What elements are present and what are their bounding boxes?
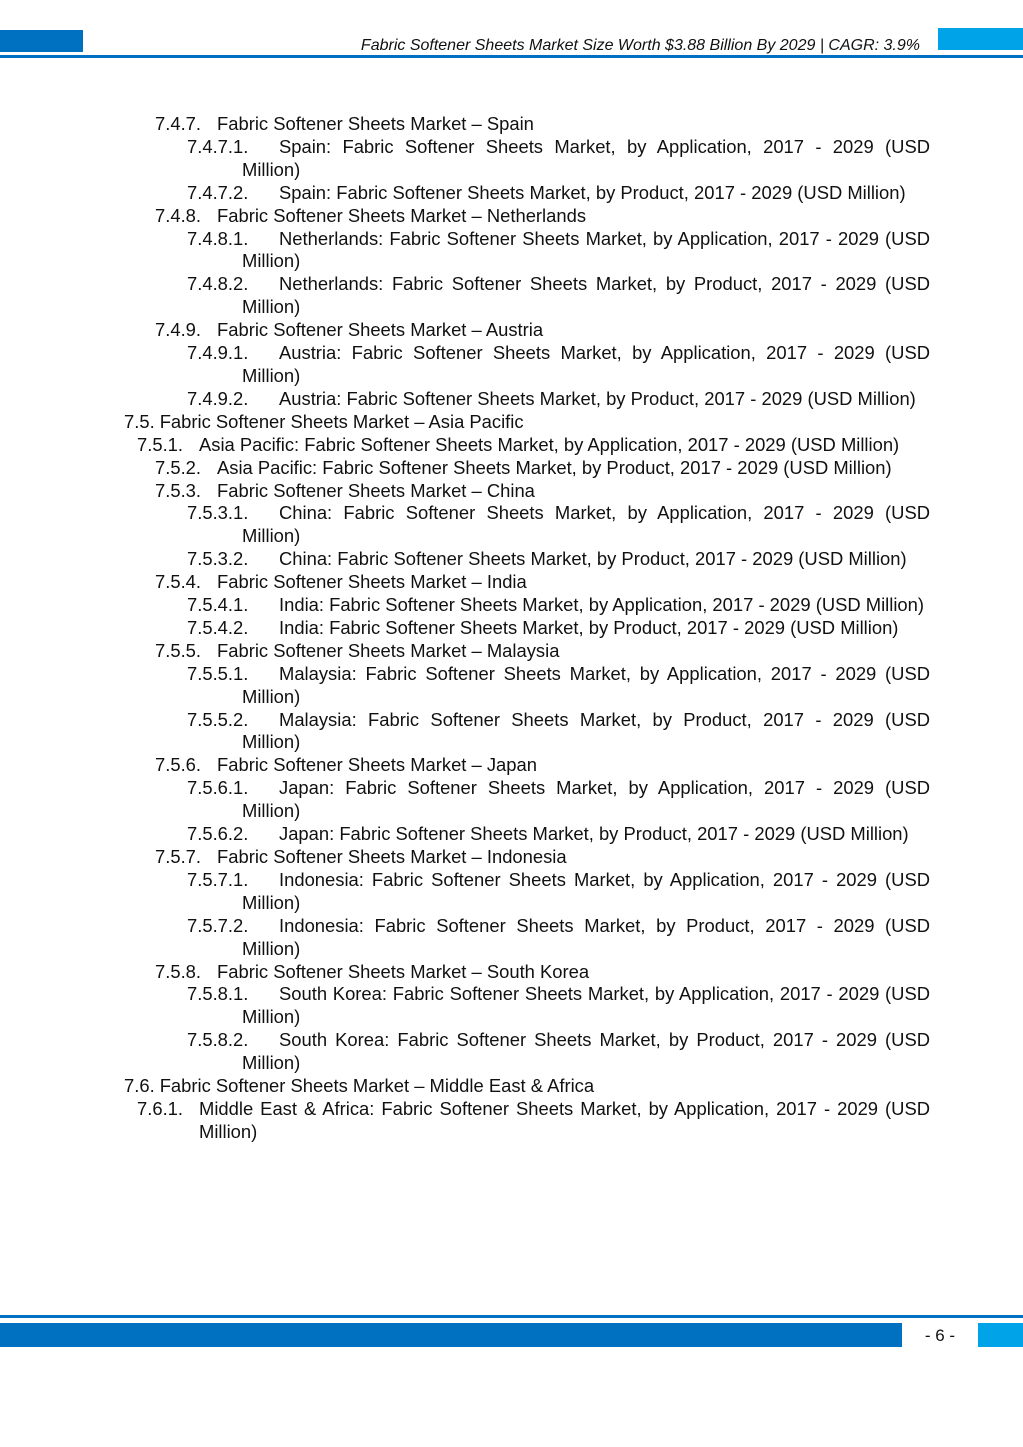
toc-entry	[155, 846, 930, 869]
toc-entry	[187, 869, 930, 915]
toc-text: Fabric Softener Sheets Market – Indonesia	[217, 846, 567, 867]
table-of-contents	[0, 113, 1023, 1144]
toc-entry	[187, 663, 930, 709]
toc-text: Asia Pacific: Fabric Softener Sheets Market, by Application, 2017 - 2029 (USD Million)	[199, 433, 900, 455]
toc-number: 7.5.8.	[155, 960, 202, 982]
toc-number: 7.4.9.	[155, 319, 202, 341]
toc-text: Fabric Softener Sheets Market – Asia Pacific	[159, 410, 524, 432]
toc-text: South Korea: Fabric Softener Sheets Market, by Application, 2017 - 2029 (USD Million)	[242, 983, 930, 1028]
toc-text: Fabric Softener Sheets Market – Japan	[217, 754, 537, 776]
toc-entry	[187, 594, 930, 617]
toc-entry	[187, 502, 930, 548]
toc-number: 7.5.4.2.	[187, 616, 249, 638]
toc-entry	[187, 777, 930, 823]
toc-entry	[187, 388, 930, 411]
toc-text: Fabric Softener Sheets Market – Spain	[217, 113, 534, 134]
toc-number: 7.5.4.	[155, 571, 202, 593]
toc-number: 7.6.1.	[137, 1097, 184, 1119]
page-number: - 6 -	[924, 1326, 956, 1345]
toc-number: 7.4.9.2.	[187, 387, 249, 409]
toc-text: Middle East & Africa: Fabric Softener Sheets Market, by Application, 2017 - 2029 (USD Million)	[199, 1097, 930, 1142]
toc-entry	[155, 640, 930, 663]
toc-number: 7.4.8.	[155, 204, 202, 226]
toc-entry	[187, 136, 930, 182]
toc-number: 7.5.6.1.	[187, 777, 249, 799]
toc-number: 7.4.7.2.	[187, 181, 249, 203]
toc-text: India: Fabric Softener Sheets Market, by Product, 2017 - 2029 (USD Million)	[279, 616, 899, 638]
toc-text: Austria: Fabric Softener Sheets Market, by Application, 2017 - 2029 (USD Million)	[242, 342, 930, 386]
toc-number: 7.6.	[124, 1075, 155, 1097]
toc-text: Indonesia: Fabric Softener Sheets Market, by Application, 2017 - 2029 (USD Million)	[242, 868, 930, 913]
toc-entry	[187, 273, 930, 319]
toc-number: 7.5.5.2.	[187, 708, 249, 730]
toc-entry	[137, 1097, 930, 1144]
toc-entry	[124, 411, 930, 434]
toc-number: 7.5.1.	[137, 433, 184, 455]
toc-text: Japan: Fabric Softener Sheets Market, by Product, 2017 - 2029 (USD Million)	[279, 823, 909, 845]
toc-text: Fabric Softener Sheets Market – China	[217, 479, 535, 501]
toc-number: 7.5.7.	[155, 846, 202, 867]
toc-entry	[187, 983, 930, 1029]
footer-bar	[0, 1323, 902, 1347]
toc-text: Spain: Fabric Softener Sheets Market, by Product, 2017 - 2029 (USD Million)	[279, 181, 906, 203]
footer-right-block	[978, 1323, 1023, 1347]
toc-number: 7.5.6.2.	[187, 823, 249, 845]
toc-entry	[187, 342, 930, 388]
toc-number: 7.5.5.	[155, 639, 202, 661]
toc-entry	[187, 182, 930, 205]
toc-entry	[187, 548, 930, 571]
toc-text: Netherlands: Fabric Softener Sheets Market, by Product, 2017 - 2029 (USD Million)	[242, 273, 930, 318]
toc-number: 7.5.8.2.	[187, 1029, 249, 1051]
toc-number: 7.5.5.1.	[187, 662, 249, 684]
toc-number: 7.4.8.1.	[187, 227, 249, 249]
toc-entry	[187, 915, 930, 961]
toc-text: Fabric Softener Sheets Market – Netherlands	[217, 204, 587, 226]
toc-entry	[155, 319, 930, 342]
toc-text: Fabric Softener Sheets Market – South Korea	[217, 960, 590, 982]
toc-number: 7.4.7.	[155, 113, 202, 134]
toc-text: Indonesia: Fabric Softener Sheets Market, by Product, 2017 - 2029 (USD Million)	[242, 914, 930, 959]
toc-entry	[155, 480, 930, 503]
toc-entry	[187, 617, 930, 640]
header-title: Fabric Softener Sheets Market Size Worth $3.88 Billion By 2029 | CAGR: 3.9%	[360, 37, 920, 54]
toc-number: 7.5.3.2.	[187, 548, 249, 570]
toc-entry	[155, 961, 930, 984]
toc-text: Fabric Softener Sheets Market – Malaysia	[217, 639, 560, 661]
header-left-bar	[0, 30, 83, 52]
toc-text: China: Fabric Softener Sheets Market, by Application, 2017 - 2029 (USD Million)	[242, 502, 930, 547]
toc-number: 7.5.8.1.	[187, 983, 249, 1005]
toc-number: 7.4.9.1.	[187, 342, 249, 364]
toc-entry	[187, 228, 930, 274]
toc-number: 7.5.4.1.	[187, 594, 249, 616]
toc-text: Malaysia: Fabric Softener Sheets Market, by Application, 2017 - 2029 (USD Million)	[242, 662, 930, 707]
toc-number: 7.5.7.2.	[187, 914, 249, 936]
header-rule	[0, 55, 1023, 58]
toc-entry	[155, 754, 930, 777]
toc-number: 7.5.2.	[155, 456, 202, 478]
toc-text: Japan: Fabric Softener Sheets Market, by Application, 2017 - 2029 (USD Million)	[242, 777, 930, 822]
toc-entry	[124, 1075, 930, 1098]
footer-rule	[0, 1315, 1023, 1318]
toc-text: Austria: Fabric Softener Sheets Market, by Product, 2017 - 2029 (USD Million)	[279, 387, 916, 409]
toc-text: Fabric Softener Sheets Market – Middle East & Africa	[159, 1075, 595, 1097]
toc-entry	[155, 571, 930, 594]
toc-number: 7.5.	[124, 410, 155, 432]
toc-entry	[137, 433, 930, 457]
toc-entry	[155, 205, 930, 228]
toc-text: Fabric Softener Sheets Market – Austria	[217, 319, 544, 341]
toc-entry	[155, 113, 930, 136]
toc-number: 7.5.6.	[155, 754, 202, 776]
toc-number: 7.5.3.	[155, 479, 202, 501]
toc-text: India: Fabric Softener Sheets Market, by Application, 2017 - 2029 (USD Million)	[279, 594, 925, 616]
toc-number: 7.4.8.2.	[187, 273, 249, 295]
toc-entry	[187, 1029, 930, 1075]
toc-text: Spain: Fabric Softener Sheets Market, by Application, 2017 - 2029 (USD Million)	[242, 135, 930, 180]
toc-number: 7.5.3.1.	[187, 502, 249, 524]
toc-entry	[187, 823, 930, 846]
toc-text: China: Fabric Softener Sheets Market, by Product, 2017 - 2029 (USD Million)	[279, 548, 907, 570]
toc-number: 7.4.7.1.	[187, 135, 249, 157]
toc-entry	[187, 709, 930, 755]
header-right-block	[938, 28, 1023, 50]
toc-text: Asia Pacific: Fabric Softener Sheets Market, by Product, 2017 - 2029 (USD Million)	[217, 456, 892, 478]
toc-text: Fabric Softener Sheets Market – India	[217, 571, 527, 593]
toc-text: South Korea: Fabric Softener Sheets Market, by Product, 2017 - 2029 (USD Million)	[242, 1029, 930, 1074]
toc-number: 7.5.7.1.	[187, 868, 249, 890]
toc-text: Netherlands: Fabric Softener Sheets Market, by Application, 2017 - 2029 (USD Million)	[242, 227, 930, 272]
toc-text: Malaysia: Fabric Softener Sheets Market, by Product, 2017 - 2029 (USD Million)	[242, 708, 930, 753]
toc-entry	[155, 457, 930, 480]
